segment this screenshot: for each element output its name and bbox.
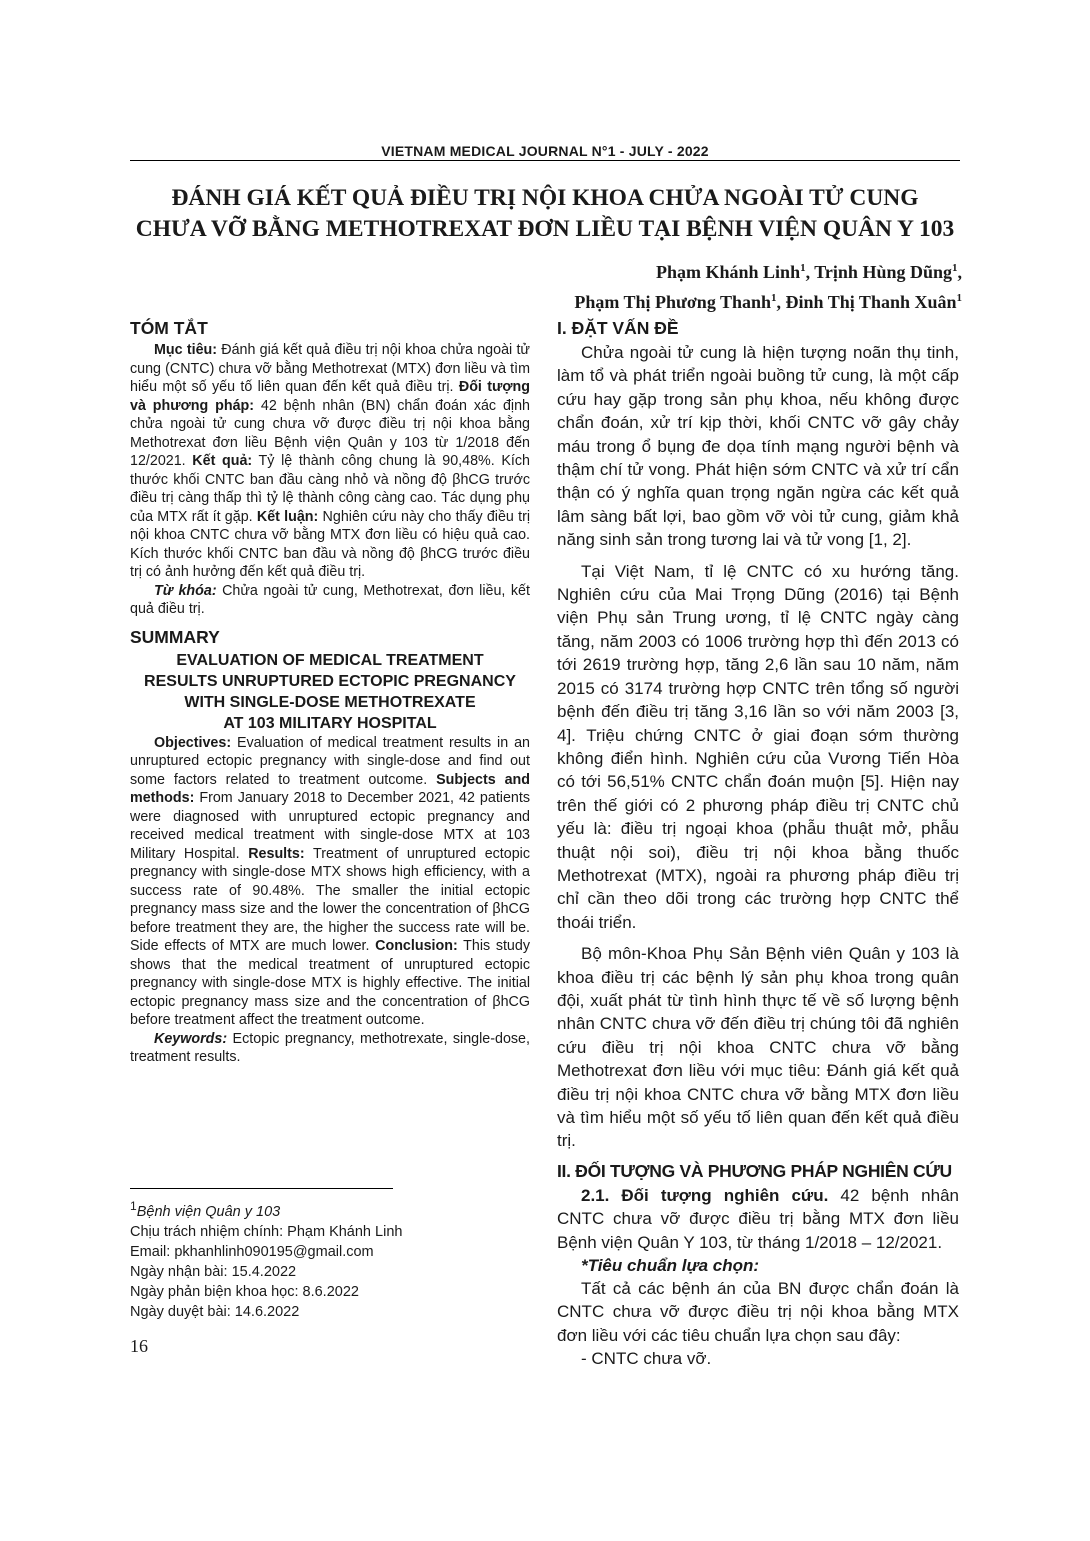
affiliation-text: Bệnh viện Quân y 103 [136,1203,281,1220]
english-title-line: EVALUATION OF MEDICAL TREATMENT [176,651,484,669]
footnote-affiliation [130,1196,530,1222]
author-list [262,255,962,315]
article-title [115,183,975,245]
footnote-accepted: Ngày duyệt bài: 14.6.2022 [130,1303,300,1320]
author-name: Phạm Thị Phương Thanh [574,292,772,312]
abstract-en-heading: SUMMARY [130,626,220,647]
affiliation-mark: 1 [956,292,962,304]
footnote-corresponding: Chịu trách nhiệm chính: Phạm Khánh Linh [130,1223,403,1240]
objective-label: Objectives: [154,734,232,751]
criteria-paragraph: Tất cả các bệnh án của BN được chẩn đoán là CNTC chưa vỡ được điều trị nội khoa bằng MTX đơn liều với các tiêu chuẩn lựa chọn sau đây: [557,1279,959,1345]
footnote-rule [130,1188,393,1189]
result-text: Tỷ lệ thành công chung là 90,48%. Kích thước khối CNTC ban đầu càng nhỏ và nồng độ βhCG trước điều trị càng thấp thì tỷ lệ thành công càng cao. Tác dụng phụ của MTX rất ít gặp. [130,453,530,525]
english-title-line: RESULTS UNRUPTURED ECTOPIC PREGNANCY [144,672,516,690]
abstract-en-body [130,734,530,1030]
affiliation-mark: 1 [130,1199,137,1213]
objective-label: Mục tiêu: [154,342,218,358]
criteria-heading: *Tiêu chuẩn lựa chọn: [581,1256,760,1276]
left-column [130,318,530,1067]
conclusion-text: This study shows that the medical treatment of unruptured ectopic pregnancy with single-dose MTX is highly effective. The initial ectopic pregnancy mass size and the concentration of βhCG before treatment affect the treatment outcome. [130,938,530,1028]
subsection-text: 42 bệnh nhân CNTC chưa vỡ được điều trị bằng MTX đơn liều Bệnh viện Quân Y 103, từ tháng 1/2018 – 12/2021. [557,1185,960,1252]
objective-text: Đánh giá kết quả điều trị nội khoa chửa ngoài tử cung (CNTC) chưa vỡ bằng Methotrexat (MTX) đơn liều và tìm hiểu một số yếu tố liên quan đến kết quả điều trị. [130,342,530,395]
footnotes [130,1196,530,1322]
header-rule [130,160,960,161]
affiliation-mark: 1 [952,262,958,274]
intro-paragraph-1: Chửa ngoài tử cung là hiện tượng noãn thụ tinh, làm tổ và phát triển ngoài buồng tử cung, là một cấp cứu hay gặp trong sản phụ khoa, nếu không được chẩn đoán, xử trí kịp thời, khối CNTC vỡ gây chảy máu trong ổ bụng đe dọa tính mạng người bệnh và thậm chí tử vong. Phát hiện sớm CNTC và xử trí cẩn thận có ý nghĩa quan trọng ngăn ngừa các kết quả lâm sàng bất lợi, bao gồm vỡ vòi tử cung, giảm khả năng sinh sản trong tương lai và tử vong [1, 2]. [557,343,959,550]
footnote-reviewed: Ngày phản biện khoa học: 8.6.2022 [130,1283,359,1300]
title-line-2: CHƯA VỠ BẰNG METHOTREXAT ĐƠN LIỀU TẠI BỆNH VIỆN QUÂN Y 103 [135,216,955,242]
authors-line-1 [262,255,962,285]
result-text: Treatment of unruptured ectopic pregnancy with single-dose MTX shows high efficiency, with a success rate of 90.48%. The smaller the initial ectopic pregnancy mass size and the lower the concentration of βhCG before treatment they are, the higher the success rate will be. Side effects of MTX are much lower. [130,845,530,954]
author-separator: , [957,262,962,282]
intro-paragraph-2: Tại Việt Nam, tỉ lệ CNTC có xu hướng tăng. Nghiên cứu của Mai Trọng Dũng (2016) tại Bệnh viện Phụ sản Trung ương, tỉ lệ CNTC ngày càng tăng, năm 2003 có 1006 trường hợp thì đến 2013 có tới 2619 trường hợp, tăng 2,6 lần sau 10 năm, năm 2015 có 3174 trường hợp CNTC trên tổng số người bệnh đến điều trị tăng 3,16 lần so với năm 2003 [3, 4]. Triệu chứng CNTC ở giai đoạn sớm thường không điển hình. Nghiên cứu của Vương Tiến Hòa có tới 56,51% CNTC chẩn đoán muộn [5]. Hiện nay trên thế giới có 2 phương pháp điều trị CNTC chủ yếu là: điều trị ngoại khoa (phẫu thuật mở, phẫu thuật nội soi), điều trị nội khoa bằng thuốc Methotrexat (MTX), ngoài ra phương pháp điều trị chỉ cần theo dõi trong các trường hợp CNTC thể thoái triển. [557,561,959,932]
journal-running-head: VIETNAM MEDICAL JOURNAL N°1 - JULY - 2022 [381,143,709,159]
abstract-vi-body [130,341,530,582]
method-text: 42 bệnh nhân (BN) chẩn đoán xác định chửa ngoài tử cung chưa vỡ được điều trị nội khoa bằng Methotrexat đơn liều Bệnh viện Quân y 103 từ 1/2018 đến 12/2021. [130,397,530,469]
keywords-vi [130,582,530,619]
english-title [130,650,530,734]
author-name: Đinh Thị Thanh Xuân [785,292,957,312]
keywords-label: Keywords: [154,1030,228,1047]
author-name: Trịnh Hùng Dũng [814,262,952,282]
conclusion-text: Nghiên cứu này cho thấy điều trị nội khoa CNTC chưa vỡ bằng MTX đơn liều có hiệu quả cao. Kích thước khối CNTC ban đầu và nồng độ βhCG trước điều trị có ảnh hưởng đến kết quả điều trị. [130,508,531,580]
keywords-text: Chửa ngoài tử cung, Methotrexat, đơn liều, kết quả điều trị. [130,582,530,617]
author-separator: , [776,292,786,312]
keywords-text: Ectopic pregnancy, methotrexate, single-dose, treatment results. [130,1030,530,1065]
author-name: Phạm Khánh Linh [656,262,801,282]
affiliation-mark: 1 [771,292,777,304]
method-text: From January 2018 to December 2021, 42 patients were diagnosed with unruptured ectopic pregnancy and received medical treatment with single-dose MTX at 103 Military Hospital. [130,790,530,862]
conclusion-label: Conclusion: [375,938,458,954]
criteria-item: - CNTC chưa vỡ. [581,1349,712,1369]
subsection-label: 2.1. Đối tượng nghiên cứu. [581,1185,829,1205]
title-line-1: ĐÁNH GIÁ KẾT QUẢ ĐIỀU TRỊ NỘI KHOA CHỬA NGOÀI TỬ CUNG [171,185,919,211]
footnote-email: Email: pkhanhlinh090195@gmail.com [130,1243,374,1260]
conclusion-label: Kết luận: [256,508,319,525]
abstract-vi-heading: TÓM TẮT [130,318,208,338]
english-title-line: AT 103 MILITARY HOSPITAL [223,714,437,732]
keywords-en [130,1030,530,1067]
keywords-label: Từ khóa: [154,582,217,599]
affiliation-mark: 1 [800,262,806,274]
page-number: 16 [130,1336,148,1356]
right-column [557,318,959,1370]
method-label: Đối tượng và phương pháp: [130,379,530,414]
methods-subject [557,1184,959,1254]
methods-heading: II. ĐỐI TƯỢNG VÀ PHƯƠNG PHÁP NGHIÊN CỨU [557,1160,952,1181]
author-separator: , [805,262,815,282]
objective-text: Evaluation of medical treatment results in an unruptured ectopic pregnancy with single-dose and find out some factors related to treatment outcome. [130,734,530,788]
intro-paragraph-3: Bộ môn-Khoa Phụ Sản Bệnh viên Quân y 103 là khoa điều trị các bệnh lý sản phụ khoa trong quân đội, xuất phát từ tình hình thực tế về số lượng bệnh nhân CNTC chưa vỡ đến điều trị chúng tôi đã nghiên cứu điều trị nội khoa CNTC chưa vỡ bằng Methotrexat đơn liều với mục tiêu: Đánh giá kết quả điều trị nội khoa CNTC chưa vỡ bằng MTX đơn liều và tìm hiểu một số yếu tố liên quan đến kết quả điều trị. [557,944,959,1151]
result-label: Kết quả: [192,453,253,469]
english-title-line: WITH SINGLE-DOSE METHOTREXATE [184,693,476,711]
footnote-received: Ngày nhận bài: 15.4.2022 [130,1263,297,1280]
intro-heading: I. ĐẶT VẤN ĐỀ [557,318,679,338]
result-label: Results: [248,845,305,862]
method-label: Subjects and methods: [130,771,530,806]
authors-line-2 [262,285,962,315]
